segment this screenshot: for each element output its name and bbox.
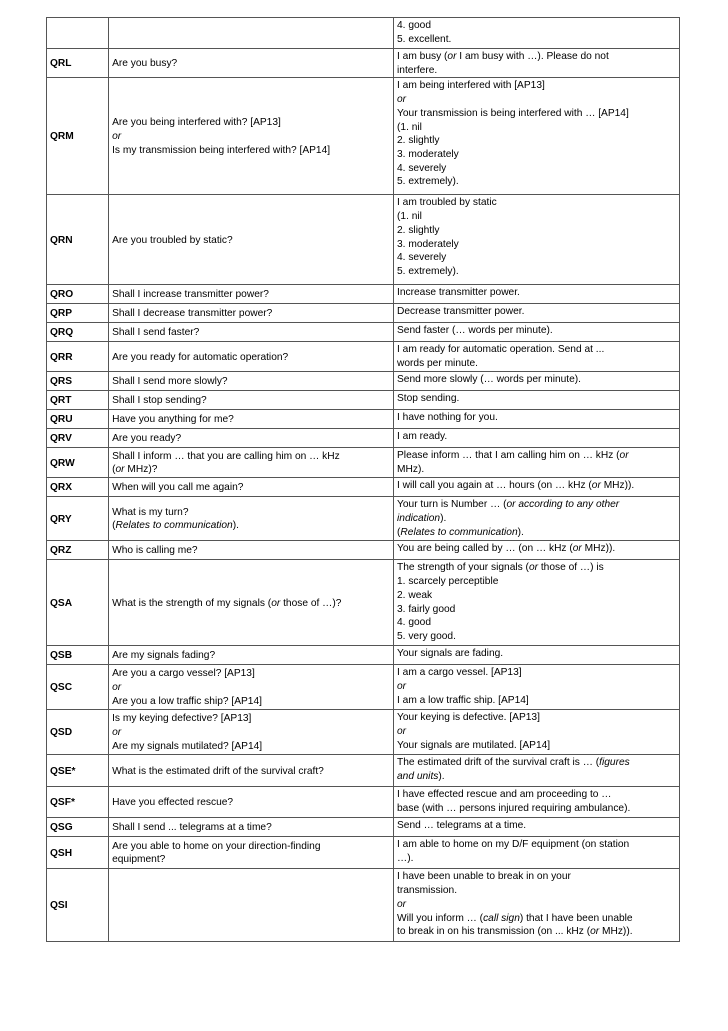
answer-cell xyxy=(394,646,680,665)
question-cell xyxy=(109,560,394,646)
question-cell xyxy=(109,646,394,665)
answer-line: 5. extremely). xyxy=(397,265,459,277)
answer-line: 4. severely xyxy=(397,162,447,174)
table-row xyxy=(47,285,680,304)
answer-line: (1. nil xyxy=(397,211,422,223)
question-line: Shall I decrease transmitter power? xyxy=(112,308,273,320)
table-row xyxy=(47,372,680,391)
table-row xyxy=(47,497,680,541)
question-cell xyxy=(109,710,394,755)
question-line: Shall I stop sending? xyxy=(112,395,207,407)
question-line: What is the estimated drift of the survival craft? xyxy=(112,765,324,777)
answer-line: I am able to home on my D/F equipment (on station xyxy=(397,839,630,851)
answer-line: …). xyxy=(397,853,414,865)
answer-line: I am a cargo vessel. [AP13] xyxy=(397,667,522,679)
answer-line: interfere. xyxy=(397,64,438,76)
q-code: QRS xyxy=(47,372,109,391)
table-row xyxy=(47,646,680,665)
answer-line: Stop sending. xyxy=(397,393,460,405)
answer-line: 4. good xyxy=(397,20,432,31)
table-row xyxy=(47,710,680,755)
answer-cell xyxy=(394,710,680,755)
answer-line: I have been unable to break in on your xyxy=(397,871,571,883)
question-cell xyxy=(109,869,394,942)
answer-cell xyxy=(394,665,680,710)
question-line: Are you being interfered with? [AP13] xyxy=(112,117,281,129)
question-line: Have you effected rescue? xyxy=(112,797,234,809)
q-code: QRX xyxy=(47,478,109,497)
answer-line: 3. moderately xyxy=(397,238,459,250)
question-line: What is the strength of my signals (or those of …)? xyxy=(112,597,342,609)
answer-line: Send faster (… words per minute). xyxy=(397,325,553,337)
question-cell xyxy=(109,541,394,560)
question-cell xyxy=(109,78,394,195)
q-code: QRW xyxy=(47,448,109,478)
question-line: (Relates to communication). xyxy=(112,520,239,532)
answer-cell xyxy=(394,560,680,646)
q-code: QSE* xyxy=(47,755,109,787)
question-line: Is my keying defective? [AP13] xyxy=(112,713,252,725)
table-row xyxy=(47,78,680,195)
table-row xyxy=(47,391,680,410)
table-row xyxy=(47,410,680,429)
question-cell xyxy=(109,372,394,391)
answer-line: Your signals are fading. xyxy=(397,648,504,660)
question-cell xyxy=(109,49,394,78)
question-line: or xyxy=(112,727,122,739)
answer-line: base (with … persons injured requiring ambulance). xyxy=(397,803,631,815)
answer-line: Send … telegrams at a time. xyxy=(397,820,527,832)
question-line: Are my signals mutilated? [AP14] xyxy=(112,740,263,752)
answer-line: 2. slightly xyxy=(397,135,440,147)
question-cell xyxy=(109,837,394,869)
question-line: Who is calling me? xyxy=(112,545,198,557)
q-code: QRN xyxy=(47,195,109,285)
question-cell xyxy=(109,665,394,710)
answer-line: or xyxy=(397,726,407,738)
question-cell xyxy=(109,478,394,497)
answer-line: 3. moderately xyxy=(397,148,459,160)
question-cell xyxy=(109,391,394,410)
question-cell xyxy=(109,755,394,787)
table-row xyxy=(47,323,680,342)
answer-cell xyxy=(394,410,680,429)
q-code: QRM xyxy=(47,78,109,195)
answer-line: I am being interfered with [AP13] xyxy=(397,80,545,92)
answer-cell xyxy=(394,195,680,285)
answer-cell xyxy=(394,18,680,49)
answer-line: transmission. xyxy=(397,885,458,897)
q-code: QSD xyxy=(47,710,109,755)
q-code: QSB xyxy=(47,646,109,665)
table-row xyxy=(47,665,680,710)
answer-cell xyxy=(394,391,680,410)
question-line: (or MHz)? xyxy=(112,464,158,476)
answer-cell xyxy=(394,478,680,497)
q-code: QRU xyxy=(47,410,109,429)
answer-line: Increase transmitter power. xyxy=(397,287,520,299)
answer-line: 2. weak xyxy=(397,589,433,601)
table-row xyxy=(47,869,680,942)
answer-line: or xyxy=(397,681,407,693)
table-row xyxy=(47,787,680,818)
answer-line: Your keying is defective. [AP13] xyxy=(397,712,540,724)
question-cell xyxy=(109,195,394,285)
answer-cell xyxy=(394,755,680,787)
answer-cell xyxy=(394,304,680,323)
answer-line: 4. good xyxy=(397,617,432,629)
answer-line: I have effected rescue and am proceeding to … xyxy=(397,789,612,801)
question-line: Is my transmission being interfered with? [AP14] xyxy=(112,144,331,156)
answer-line: 5. very good. xyxy=(397,630,456,642)
question-line: Shall I inform … that you are calling him on … kHz xyxy=(112,450,340,462)
answer-line: The estimated drift of the survival craft is … (figures xyxy=(397,757,630,769)
question-line: When will you call me again? xyxy=(112,482,244,494)
question-line: Shall I send more slowly? xyxy=(112,376,228,388)
question-cell xyxy=(109,323,394,342)
answer-cell xyxy=(394,49,680,78)
question-cell xyxy=(109,448,394,478)
q-code: QRL xyxy=(47,49,109,78)
question-line: Are you able to home on your direction-finding xyxy=(112,840,321,852)
answer-cell xyxy=(394,78,680,195)
answer-line: You are being called by … (on … kHz (or MHz)). xyxy=(397,543,616,555)
table-row xyxy=(47,49,680,78)
answer-line: I am ready for automatic operation. Send at ... xyxy=(397,344,605,356)
answer-line: or xyxy=(397,94,407,106)
table-body xyxy=(47,18,680,942)
answer-cell xyxy=(394,497,680,541)
q-code: QSI xyxy=(47,869,109,942)
answer-line: I am a low traffic ship. [AP14] xyxy=(397,694,529,706)
answer-cell xyxy=(394,837,680,869)
answer-cell xyxy=(394,323,680,342)
answer-line: Please inform … that I am calling him on … kHz (or xyxy=(397,450,629,462)
answer-line: I have nothing for you. xyxy=(397,412,498,424)
answer-cell xyxy=(394,285,680,304)
question-line: or xyxy=(112,131,122,143)
question-line: Are you troubled by static? xyxy=(112,234,233,246)
q-code: QSA xyxy=(47,560,109,646)
q-code-table xyxy=(46,17,680,942)
answer-line: 1. scarcely perceptible xyxy=(397,576,499,588)
answer-cell xyxy=(394,342,680,372)
q-code: QRP xyxy=(47,304,109,323)
answer-line: I am busy (or I am busy with …). Please do not xyxy=(397,51,609,62)
table-row xyxy=(47,195,680,285)
q-code: QRT xyxy=(47,391,109,410)
question-line: Are you ready? xyxy=(112,433,182,445)
answer-line: The strength of your signals (or those of …) is xyxy=(397,562,604,574)
answer-line: Your transmission is being interfered with … [AP14] xyxy=(397,107,629,119)
answer-line: 5. excellent. xyxy=(397,33,452,45)
answer-cell xyxy=(394,429,680,448)
table-row xyxy=(47,448,680,478)
question-line: What is my turn? xyxy=(112,506,189,518)
answer-line: (Relates to communication). xyxy=(397,526,524,538)
answer-line: I am troubled by static xyxy=(397,197,497,209)
answer-line: 3. fairly good xyxy=(397,603,456,615)
q-code: QSC xyxy=(47,665,109,710)
answer-line: 5. extremely). xyxy=(397,176,459,188)
table-row xyxy=(47,304,680,323)
q-code: QRR xyxy=(47,342,109,372)
answer-line: indication). xyxy=(397,513,447,525)
answer-cell xyxy=(394,818,680,837)
q-code xyxy=(47,18,109,49)
answer-line: and units). xyxy=(397,771,445,783)
table-row xyxy=(47,429,680,448)
table-row xyxy=(47,837,680,869)
answer-line: or xyxy=(397,898,407,910)
answer-cell xyxy=(394,372,680,391)
answer-line: Your signals are mutilated. [AP14] xyxy=(397,739,551,751)
q-code: QRV xyxy=(47,429,109,448)
q-code: QRQ xyxy=(47,323,109,342)
question-cell xyxy=(109,285,394,304)
question-line: Are you a cargo vessel? [AP13] xyxy=(112,668,255,680)
question-line: equipment? xyxy=(112,854,166,866)
question-line: Shall I send faster? xyxy=(112,327,200,339)
table-row xyxy=(47,755,680,787)
question-cell xyxy=(109,429,394,448)
table-row xyxy=(47,18,680,49)
answer-cell xyxy=(394,541,680,560)
question-line: Are you a low traffic ship? [AP14] xyxy=(112,695,262,707)
answer-cell xyxy=(394,869,680,942)
q-code: QSG xyxy=(47,818,109,837)
table-row xyxy=(47,342,680,372)
answer-line: 4. severely xyxy=(397,252,447,264)
question-cell xyxy=(109,787,394,818)
answer-cell xyxy=(394,787,680,818)
answer-cell xyxy=(394,448,680,478)
table-row xyxy=(47,560,680,646)
q-code: QRY xyxy=(47,497,109,541)
table-row xyxy=(47,818,680,837)
table-row xyxy=(47,541,680,560)
answer-line: to break in on his transmission (on ... kHz (or MHz)). xyxy=(397,926,633,938)
answer-line: 2. slightly xyxy=(397,224,440,236)
answer-line: Send more slowly (… words per minute). xyxy=(397,374,582,386)
table-row xyxy=(47,478,680,497)
answer-line: words per minute. xyxy=(397,358,478,370)
question-line: Have you anything for me? xyxy=(112,414,234,426)
answer-line: I will call you again at … hours (on … kHz (or MHz)). xyxy=(397,480,635,492)
answer-line: (1. nil xyxy=(397,121,422,133)
q-code: QSF* xyxy=(47,787,109,818)
question-line: or xyxy=(112,682,122,694)
question-cell xyxy=(109,18,394,49)
question-line: Are you busy? xyxy=(112,57,178,69)
question-cell xyxy=(109,410,394,429)
question-cell xyxy=(109,818,394,837)
q-code: QRO xyxy=(47,285,109,304)
answer-line: Will you inform … (call sign) that I have been unable xyxy=(397,912,633,924)
q-code: QRZ xyxy=(47,541,109,560)
answer-line: Decrease transmitter power. xyxy=(397,306,525,318)
answer-line: Your turn is Number … (or according to any other xyxy=(397,499,620,511)
question-line: Shall I send ... telegrams at a time? xyxy=(112,822,272,834)
question-line: Are my signals fading? xyxy=(112,650,216,662)
question-line: Shall I increase transmitter power? xyxy=(112,289,269,301)
answer-line: MHz). xyxy=(397,464,425,476)
answer-line: I am ready. xyxy=(397,431,448,443)
question-cell xyxy=(109,304,394,323)
question-cell xyxy=(109,497,394,541)
q-code: QSH xyxy=(47,837,109,869)
question-line: Are you ready for automatic operation? xyxy=(112,351,289,363)
question-cell xyxy=(109,342,394,372)
